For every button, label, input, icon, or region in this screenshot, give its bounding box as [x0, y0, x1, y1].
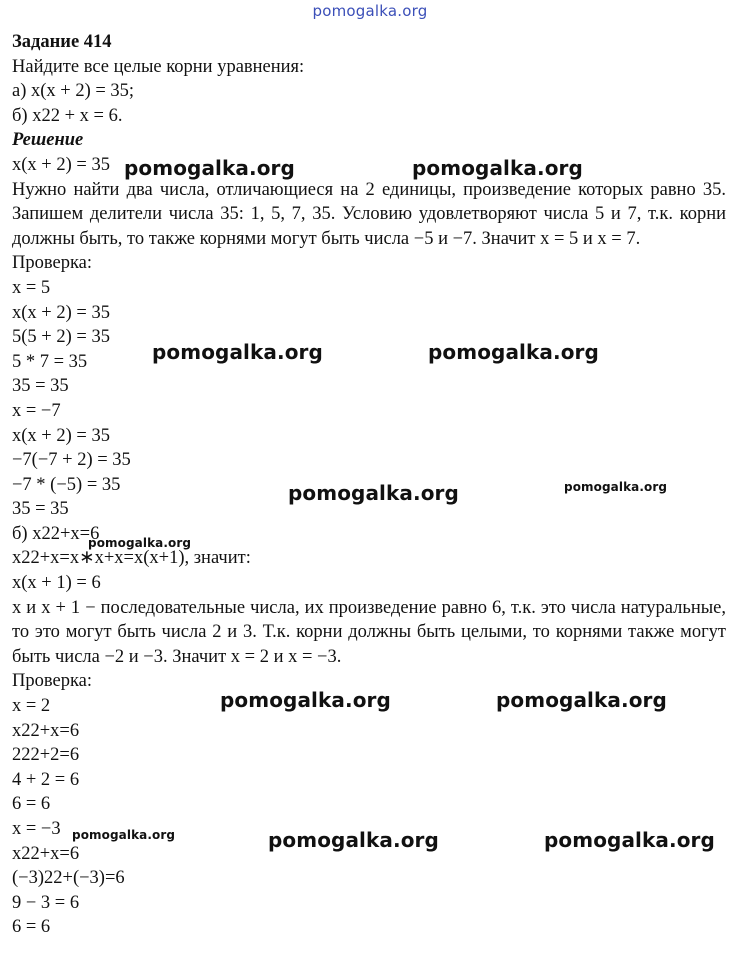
- solution-heading: Решение: [12, 130, 84, 151]
- task-question: Найдите все целые корни уравнения:: [12, 56, 305, 77]
- solution-a-check-line: 5(5 + 2) = 35: [12, 327, 110, 348]
- watermark: pomogalka.org: [220, 688, 391, 712]
- solution-b-check-line: 6 = 6: [12, 917, 51, 938]
- watermark: pomogalka.org: [496, 688, 667, 712]
- solution-a-check-line: x(x + 2) = 35: [12, 302, 110, 323]
- solution-b-check-line: 4 + 2 = 6: [12, 769, 80, 790]
- solution-a-check-line: −7 * (−5) = 35: [12, 474, 121, 495]
- watermark: pomogalka.org: [544, 828, 715, 852]
- solution-b-check-line: 222+2=6: [12, 745, 80, 766]
- solution-b-line: x22+x=x∗x+x=x(x+1), значит:: [12, 548, 251, 569]
- solution-a-check-line: 5 * 7 = 35: [12, 351, 88, 372]
- solution-b-line: x(x + 1) = 6: [12, 573, 101, 594]
- task-title: Задание 414: [12, 32, 112, 52]
- task-item-a: а) x(x + 2) = 35;: [12, 81, 135, 102]
- watermark: pomogalka.org: [288, 481, 459, 505]
- solution-b-check-line: 6 = 6: [12, 794, 51, 815]
- solution-b-check-label: Проверка:: [12, 671, 93, 692]
- solution-a-check-line: 35 = 35: [12, 499, 69, 520]
- watermark: pomogalka.org: [564, 480, 668, 494]
- solution-a-explanation: Нужно найти два числа, отличающиеся на 2 единицы, произведение которых равно 35. Запишем делители числа 35: 1, 5, 7, 35. Условию удовлетворяют числа 5 и 7, т.к. корни должны быть, то также корнями могут быть числа −5 и −7. Значит x = 5 и x = 7.: [12, 179, 726, 249]
- solution-a-check-line: −7(−7 + 2) = 35: [12, 450, 131, 471]
- solution-b-check-line: x22+x=6: [12, 843, 80, 864]
- solution-b-check-line: x22+x=6: [12, 720, 80, 741]
- solution-a-check-line: x = 5: [12, 277, 51, 298]
- site-link[interactable]: pomogalka.org: [312, 2, 428, 20]
- solution-a-check-label: Проверка:: [12, 253, 93, 274]
- watermark: pomogalka.org: [72, 828, 176, 842]
- task-item-b: б) x22 + x = 6.: [12, 105, 123, 126]
- watermark: pomogalka.org: [268, 828, 439, 852]
- solution-b-check-line: (−3)22+(−3)=6: [12, 868, 125, 889]
- solution-a-check-line: 35 = 35: [12, 376, 69, 397]
- solution-b-check-line: x = −3: [12, 819, 61, 839]
- solution-b-line: б) x22+x=6: [12, 523, 100, 544]
- watermark: pomogalka.org: [152, 340, 323, 364]
- solution-b-explanation: x и x + 1 − последовательные числа, их произведение равно 6, т.к. это числа натуральные, то это могут быть числа 2 и 3. Т.к. корни должны быть целыми, то корнями также могут быть числа −2 и −3. Значит x = 2 и x = −3.: [12, 597, 726, 667]
- solution-b-check-line: 9 − 3 = 6: [12, 892, 80, 913]
- watermark: pomogalka.org: [88, 536, 192, 550]
- solution-a-equation: x(x + 2) = 35: [12, 154, 110, 175]
- solution-a-check-line: x(x + 2) = 35: [12, 425, 110, 446]
- watermark: pomogalka.org: [428, 340, 599, 364]
- solution-a-check-line: x = −7: [12, 400, 61, 421]
- solution-b-check-line: x = 2: [12, 696, 51, 717]
- watermark: pomogalka.org: [412, 156, 583, 180]
- watermark: pomogalka.org: [124, 156, 295, 180]
